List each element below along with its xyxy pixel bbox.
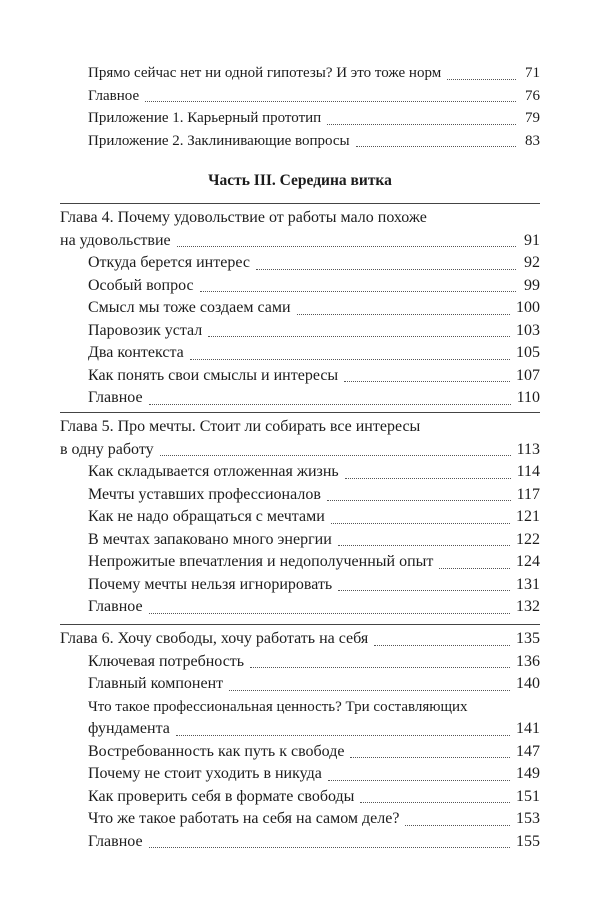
toc-entry-title: Мечты уставших профессионалов [88,485,321,503]
toc-entry-title: Прямо сейчас нет ни одной гипотезы? И это тоже норм [88,65,442,81]
toc-entry [60,130,540,153]
toc-leader-dots [405,825,510,826]
toc-entry-page: 103 [516,321,540,339]
toc-leader-dots [256,269,516,270]
toc-entry-page: 114 [516,463,540,480]
chapter-title-cont: в одну работу [60,440,154,458]
toc-entry [60,786,540,809]
toc-leader-dots [200,291,516,292]
toc-entry-title: Почему не стоит уходить в никуда [88,765,322,782]
toc-leader-dots [176,735,510,736]
toc-entry-title: Главное [88,389,143,406]
toc-entry [60,574,540,597]
toc-entry [60,741,540,764]
toc-entry-page: 71 [525,65,540,81]
toc-entry-title: Главное [88,598,143,615]
toc-entry [60,342,540,365]
toc-leader-dots [328,780,510,781]
toc-entry-page: 117 [516,485,540,503]
toc-entry [60,320,540,343]
chapter-4-section [60,207,540,410]
toc-entry [60,62,540,85]
toc-entry-page: 76 [525,87,540,104]
toc-leader-dots [345,478,511,479]
toc-entry [60,107,540,130]
toc-leader-dots [297,314,510,315]
chapter-divider [60,203,540,204]
toc-entry-page: 99 [524,276,540,294]
chapter-6-section [60,628,540,853]
toc-entry-page: 141 [516,720,540,737]
toc-entry-title: Приложение 1. Карьерный прототип [88,110,322,126]
toc-entry-title: Ключевая потребность [88,652,245,670]
toc-leader-dots [149,847,510,848]
toc-entry [60,297,540,320]
toc-entry [60,252,540,275]
toc-leader-dots [447,79,516,80]
toc-entry-page: 92 [524,254,540,271]
toc-entry-page: 153 [516,810,540,827]
toc-entry-title: Два контекста [88,344,184,361]
chapter-title: Глава 5. Про мечты. Стоит ли собирать все интересы [60,418,421,435]
toc-entry-title: Откуда берется интерес [88,254,250,271]
chapter-title-line [60,439,540,462]
toc-entry-page: 151 [516,787,540,805]
toc-leader-dots [229,690,510,691]
toc-entry-page: 79 [525,110,540,126]
chapter-title-line [60,230,540,253]
toc-entry-title: Как не надо обращаться с мечтами [88,508,325,525]
toc-entry-title: Особый вопрос [88,276,194,294]
toc-entry-page: 105 [516,344,540,361]
toc-entry [60,85,540,108]
chapter-title: Глава 4. Почему удовольствие от работы мало похоже [60,209,427,226]
chapter-page: 113 [516,440,540,458]
toc-entry-page: 149 [516,765,540,782]
toc-leader-dots [250,667,510,668]
toc-entry-page: 132 [516,598,540,615]
toc-entry-title-cont: фундамента [88,720,170,737]
toc-leader-dots [327,124,516,125]
toc-entry-title: Что такое профессиональная ценность? Три составляющих [88,698,468,715]
toc-entry-title: Как понять свои смыслы и интересы [88,366,339,384]
toc-leader-dots [149,613,510,614]
toc-entry-page: 107 [516,366,540,384]
toc-entry-title: Главное [88,832,143,850]
toc-entry-title: Главный компонент [88,675,224,692]
toc-entry [60,831,540,854]
toc-entry-title: Как проверить себя в формате свободы [88,787,355,805]
toc-entry [60,718,540,741]
toc-entry [60,387,540,410]
toc-leader-dots [344,381,510,382]
chapter-page: 135 [516,630,540,647]
toc-leader-dots [145,101,516,102]
part-heading: Часть III. Середина витка [208,172,392,189]
toc-entry-page: 147 [516,742,540,760]
toc-leader-dots [360,802,510,803]
toc-top-section [60,62,540,152]
chapter-5-section [60,416,540,619]
toc-entry-title: Приложение 2. Заклинивающие вопросы [88,132,350,149]
toc-entry-title: Непрожитые впечатления и недополученный опыт [88,553,434,570]
toc-entry [60,551,540,574]
toc-entry-title: Смысл мы тоже создаем сами [88,299,291,316]
toc-entry-page: 122 [516,530,540,548]
toc-entry-title: Что же такое работать на себя на самом деле? [88,810,400,827]
toc-entry [60,596,540,619]
toc-entry-title: Востребованность как путь к свободе [88,742,345,760]
toc-entry-page: 155 [516,832,540,850]
toc-entry-title: Паровозик устал [88,321,203,339]
toc-entry-title: Как складывается отложенная жизнь [88,463,339,480]
chapter-title: Глава 6. Хочу свободы, хочу работать на себя [60,630,369,647]
chapter-title-line [60,628,540,651]
chapter-title-cont: на удовольствие [60,231,171,249]
toc-entry [60,763,540,786]
toc-entry [60,275,540,298]
toc-entry-page: 110 [516,389,540,406]
toc-entry [60,461,540,484]
toc-leader-dots [439,568,510,569]
toc-leader-dots [356,146,516,147]
toc-entry [60,365,540,388]
toc-entry-title: Почему мечты нельзя игнорировать [88,575,333,593]
toc-entry-page: 124 [516,553,540,570]
toc-entry-page: 121 [516,508,540,525]
toc-leader-dots [190,359,510,360]
toc-entry-page: 131 [516,575,540,593]
toc-leader-dots [350,757,510,758]
toc-leader-dots [208,336,510,337]
chapter-page: 91 [524,231,540,249]
chapter-divider [60,624,540,625]
toc-leader-dots [327,500,511,501]
toc-leader-dots [338,545,510,546]
toc-entry-title: В мечтах запаковано много энергии [88,530,332,548]
toc-entry [60,529,540,552]
toc-leader-dots [149,404,511,405]
toc-leader-dots [338,590,510,591]
chapter-divider [60,412,540,413]
toc-leader-dots [160,455,511,456]
toc-entry-page: 100 [516,299,540,316]
toc-entry [60,651,540,674]
toc-entry [60,484,540,507]
toc-entry [60,808,540,831]
toc-leader-dots [177,246,516,247]
toc-entry-page: 140 [516,675,540,692]
toc-entry-page: 83 [525,132,540,149]
toc-entry-page: 136 [516,652,540,670]
toc-entry [60,673,540,696]
toc-leader-dots [374,645,510,646]
toc-entry-title: Главное [88,87,140,104]
toc-entry [60,506,540,529]
toc-leader-dots [331,523,510,524]
